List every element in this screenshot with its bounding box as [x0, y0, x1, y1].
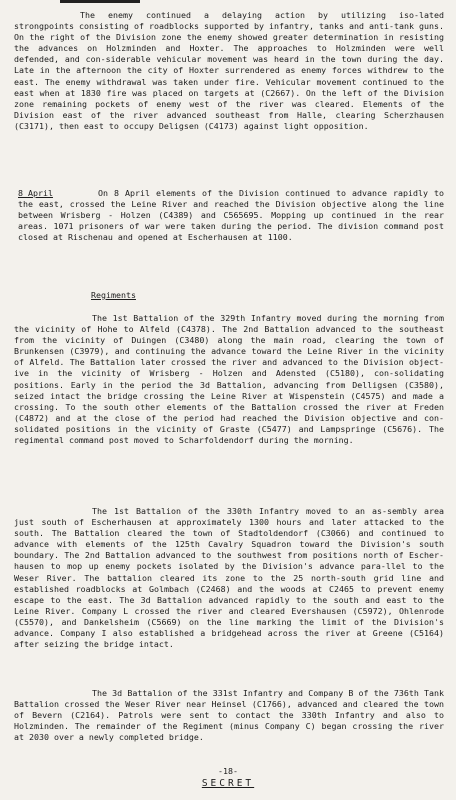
- paragraph-8-april-text: On 8 April elements of the Division continued to advance rapidly to the east, crossed the Leine River and reached the Division objective along the line between Wrisberg - Holzen (C4389) and C565695. Mopping up continued in the rear areas. 1071 prisoners of war were taken during the period. The division command post closed at Rischenau and opened at Escherhausen at 1100.: [18, 188, 449, 243]
- paragraph-330th-infantry: The 1st Battalion of the 330th Infantry moved to an as-sembly area just south of Escherhausen at approximately 1300 hours and later attacked to the south. The Battalion cleared the town of Stadtoldendorf (C3066) and continued to advance with elements of the 125th Cavalry Squadron toward the Division's south boundary. The 2nd Battalion advanced to the southwest from positions north of Escher-hausen to mop up enemy pockets isolated by the Division's advance para-llel to the Weser River. The battalion cleared its zone to the 25 north-south grid line and established roadblocks at Golmbach (C2468) and the woods at C2465 to prevent enemy escape to the east. The 3d Battalion advanced rapidly to the south and east to the Leine River. Company L crossed the river and cleared Evershausen (C5972), Ohlenrode (C5570), and Dankelsheim (C5669) on the line marking the limit of the Division's advance. Company I also established a bridgehead across the river at Greene (C5164) after seizing the bridge intact.: [14, 506, 449, 650]
- paragraph-329th-infantry: The 1st Battalion of the 329th Infantry moved during the morning from the vicinity of Hohe to Alfeld (C4378). The 2nd Battalion advanced to the southeast from the vicinity of Duingen (C3480) along the main road, clearing the town of Brunkensen (C3979), and continuing the advance toward the Leine River in the vicinity of Alfeld. The Battalion later crossed the river and advanced to the Division object-ive in the vicinity of Wrisberg - Holzen and Adensted (C5180), con-solidating positions. Early in the period the 3d Battalion, advancing from Delligsen (C3580), seized intact the bridge crossing the Leine River at Wispenstein (C4575) and made a crossing. To the south other elements of the Battalion crossed the river at Freden (C4872) and at the close of the period had reached the Division objective and con-solidated positions in the vicinity of Graste (C5477) and Lampspringe (C5676). The regimental command post moved to Scharfoldendorf during the morning.: [14, 313, 449, 446]
- page-number: -18-: [218, 766, 238, 776]
- classification-marking: SECRET: [201, 778, 255, 789]
- paragraph-331st-infantry: The 3d Battalion of the 331st Infantry and Company B of the 736th Tank Battalion crossed the Weser River near Heinsel (C1766), advanced and cleared the town of Bevern (C2164). Patrols were sent to contact the 330th Infantry and also to Holzminden. The remainder of the Regiment (minus Company C) began crossing the river at 2030 over a newly completed bridge.: [14, 688, 449, 743]
- date-heading: 8 April: [18, 188, 53, 198]
- paragraph-8-april: [18, 188, 449, 243]
- section-heading-regiments: Regiments: [91, 290, 136, 300]
- paragraph-enemy-action: The enemy continued a delaying action by utilizing iso-lated strongpoints consisting of roadblocks supported by infantry, tanks and anti-tank guns. On the right of the Division zone the enemy showed greater determination in resisting the advances on Holzminden and Hoxter. The approaches to Holzminden were well defended, and con-siderable vehicular movement was heard in the town during the day. Late in the afternoon the city of Hoxter surrendered as enemy forces withdrew to the east. The enemy withdrawal was taken under fire. Vehicular movement continued to the east when at 1830 fire was placed on targets at (C2667). On the left of the Division zone remaining pockets of enemy west of the river was cleared. Elements of the Division east of the river advanced southeast from Halle, clearing Scherzhausen (C3171), then east to occupy Deligsen (C4173) against light opposition.: [14, 10, 449, 131]
- top-rule: [60, 0, 140, 3]
